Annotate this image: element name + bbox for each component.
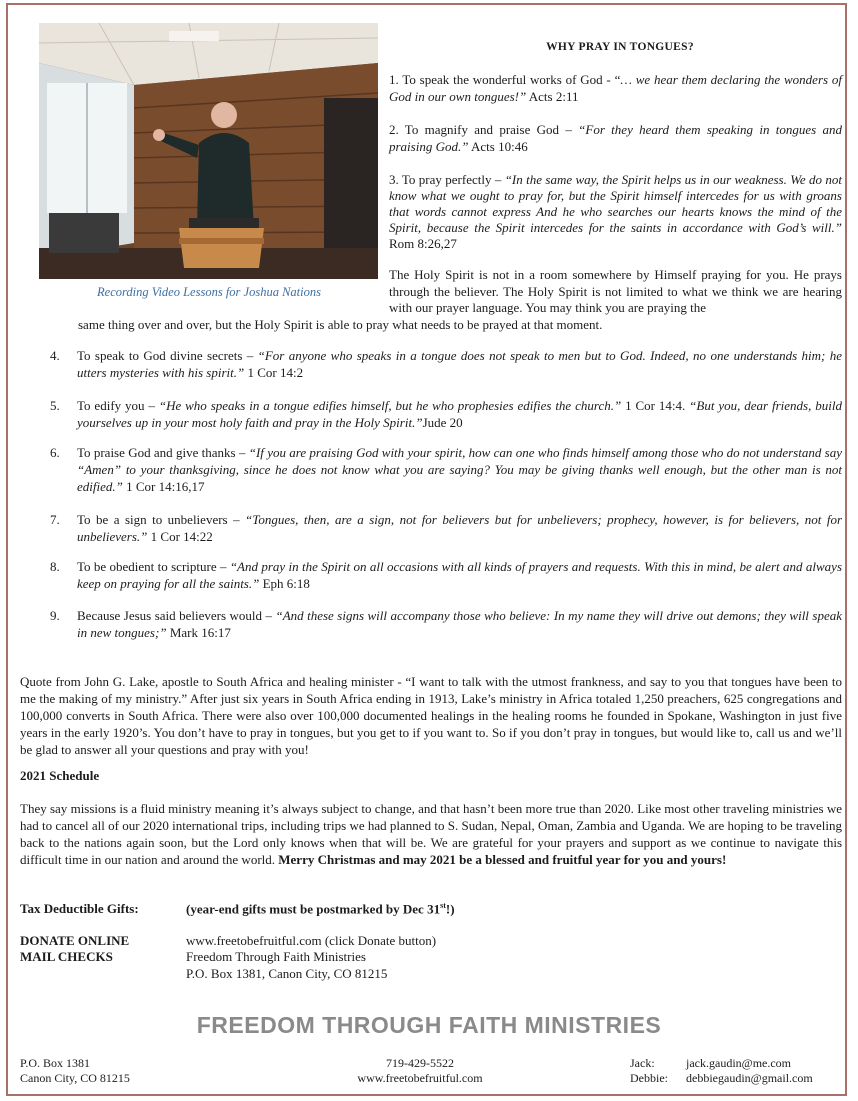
footer-emails: [686, 1056, 813, 1086]
holy-spirit-paragraph-start: [389, 267, 842, 317]
mail-line-2: P.O. Box 1381, Canon City, CO 81215: [186, 966, 388, 981]
item-4: 4. To speak to God divine secrets – “For anyone who speaks in a tongue does not speak to men but to God. Indeed, no one understands him; he utters mysteries with his spirit.” 1 Cor 14:2: [50, 348, 842, 380]
holy-spirit-paragraph-end: same thing over and over, but the Holy Spirit is able to pray what needs to be prayed at that moment.: [78, 317, 603, 332]
footer-contact-2-name: Debbie:: [630, 1071, 668, 1085]
item-8: 8. To be obedient to scripture – “And pray in the Spirit on all occasions with all kinds of prayers and requests. With this in mind, be alert and always keep on praying for all the saints.” Eph 6:18: [50, 559, 843, 591]
mail-checks-label: MAIL CHECKS: [20, 949, 113, 964]
item-2: 2. To magnify and praise God – “For they heard them speaking in tongues and praising God.” Acts 10:46: [389, 122, 842, 154]
item-5: 5. To edify you – “He who speaks in a tongue edifies himself, but he who prophesies edifies the church.” 1 Cor 14:4. “But you, dear friends, build yourselves up in your most holy faith and pray in the Holy Spirit.”Jude 20: [50, 398, 842, 430]
item-6: 6. To praise God and give thanks – “If you are praising God with your spirit, how can one who finds himself among those who do not understand say “Amen” to your thanksgiving, since he does not know what you are saying? You may be giving thanks well enough, but the other man is not edified.” 1 Cor 14:16,17: [50, 445, 842, 494]
item-9: 9. Because Jesus said believers would – “And these signs will accompany those who believe: In my name they will drive out demons; they will speak in new tongues;” Mark 16:17: [50, 608, 842, 640]
lake-quote-paragraph: Quote from John G. Lake, apostle to South Africa and healing minister - “I want to talk with the utmost frankness, and say to you that tongues have been to me the making of my ministry.” After just six years in South Africa ending in 1913, Lake’s ministry in Africa totaled 1,250 preachers, 625 congregations and 100,000 converts in South Africa. There were also over 100,000 documented healings in the healing rooms he founded in Spokane, Washington in just five years in the early 1920’s. You don’t have to pray in tongues, but you get to if you want to. So if you don’t pray in tongues, but would like to, call us and we’ll be glad to answer all your questions and pray with you!: [20, 674, 842, 757]
holy-spirit-line-1: The Holy Spirit is not in a room somewhere by Himself praying for you. He prays through the believer. The Holy Spirit is not limited to what we think we are hearing with our prayer language. You may think you are praying the: [389, 267, 842, 315]
footer-names: [630, 1056, 668, 1086]
item-3: 3. To pray perfectly – “In the same way, the Spirit helps us in our weakness. We do not know what we ought to pray for, but the Spirit himself intercedes for us with groans that words cannot express And he who searches our hearts knows the mind of the Spirit, because the Spirit intercedes for the saints in accordance with God’s will.” Rom 8:26,27: [389, 172, 842, 251]
footer-contact-1-email[interactable]: jack.gaudin@me.com: [686, 1056, 792, 1070]
year-end-note: (year-end gifts must be postmarked by Dec 31st!): [186, 901, 455, 917]
photo-caption: Recording Video Lessons for Joshua Nations: [97, 285, 321, 299]
footer-address: [20, 1056, 130, 1086]
footer-address-line-1: P.O. Box 1381: [20, 1056, 91, 1070]
footer-address-line-2: Canon City, CO 81215: [20, 1071, 130, 1085]
tax-gifts-label: Tax Deductible Gifts:: [20, 901, 139, 916]
footer-contact-1-name: Jack:: [630, 1056, 655, 1070]
donate-link[interactable]: www.freetobefruitful.com (click Donate button): [186, 933, 437, 948]
footer-website[interactable]: www.freetobefruitful.com: [357, 1071, 483, 1085]
ministry-banner: FREEDOM THROUGH FAITH MINISTRIES: [196, 1012, 662, 1038]
footer-contact-center: [320, 1056, 520, 1086]
footer-contact-2-email[interactable]: debbiegaudin@gmail.com: [686, 1071, 813, 1085]
section-heading: WHY PRAY IN TONGUES?: [546, 41, 694, 53]
item-7: 7. To be a sign to unbelievers – “Tongues, then, are a sign, not for believers but for unbelievers; prophecy, however, is for believers, not for unbelievers.” 1 Cor 14:22: [50, 512, 842, 544]
donate-online-label: DONATE ONLINE: [20, 933, 130, 948]
mail-line-1: Freedom Through Faith Ministries: [186, 949, 366, 964]
footer-phone[interactable]: 719-429-5522: [386, 1056, 454, 1070]
schedule-paragraph: They say missions is a fluid ministry meaning it’s always subject to change, and that hasn’t been more true than 2020. Like most other traveling ministries we had to cancel all of our 2020 international trips, including trips we had planned to S. Sudan, Nepal, Oman, Zambia and Uganda. We are hoping to be traveling back to the nations again soon, but the Lord only knows when that will be. We are grateful for your prayers and support as we continue to navigate this difficult time in our nation and around the world. Merry Christmas and may 2021 be a blessed and fruitful year for you and yours!: [20, 801, 842, 867]
recording-photo: [39, 23, 378, 279]
item-1: 1. To speak the wonderful works of God - “… we hear them declaring the wonders of God in our own tongues!” Acts 2:11: [389, 72, 842, 104]
schedule-heading: 2021 Schedule: [20, 768, 100, 783]
